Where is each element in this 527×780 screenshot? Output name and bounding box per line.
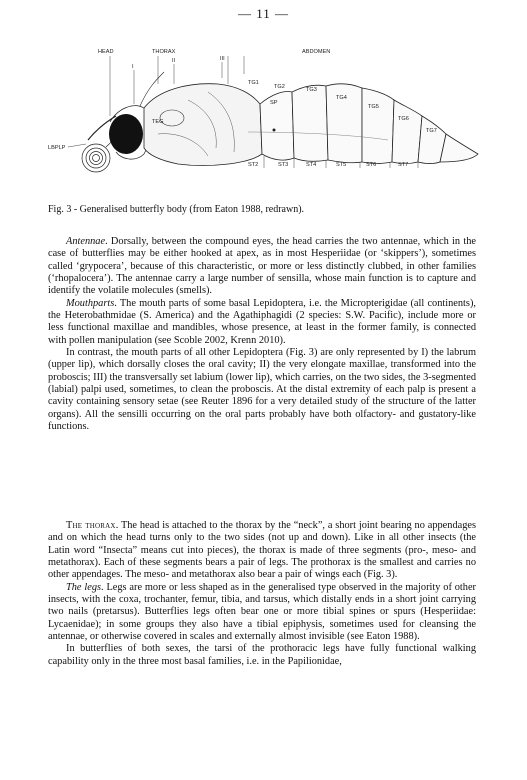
label-st7: ST7 [398, 162, 409, 168]
label-st6: ST6 [366, 162, 377, 168]
lead-mouthparts: Mouthparts [66, 297, 115, 309]
paragraph-legs [48, 582, 476, 644]
text-mouthparts: . The mouth parts of some basal Lepidoptera, i.e. the Micropterigidae (all continents), the Heterobathmidae (S. America) and the Agathiphagidi (2 species: S.W. Pacific), include more or less functional maxillae and mandibles, whose presence, at least in the former family, is connected with pollen manipulation (see Scoble 2002, Krenn 2010). [48, 297, 476, 346]
compound-eye [109, 114, 143, 154]
lead-antennae: Antennae [66, 236, 106, 247]
label-seg-iii: III [220, 56, 225, 62]
body-text-block-2 [48, 520, 476, 668]
label-seg-i: I [132, 64, 134, 70]
text-antennae: . Dorsally, between the compound eyes, the head carries the two antennae, which in the case of butterflies may be either hooked at apex, as in most Hesperiidae (or ‘skippers’), sometimes called ‘grypocera’, because of this characteristic, or more or less distinctly clubbed, in other families (‘rhopalocera’). The antennae carry a large number of sensilla, whose main function is to capture and identify the volatile molecules (smells). [48, 236, 476, 297]
text-thorax: . The head is attached to the thorax by the “neck”, a short joint bearing no appendages and on which the head turns only to the two sides (not up and down). Like in all other insects (the Latin word “Insecta” means cut into pieces), the thorax is made of three segments (pro-, meso- and metathorax). Each of these segments bears a pair of legs. The prothorax is the smallest and carries no other appendages. The meso- and metathorax also bear a pair of wings each (Fig. 3). [48, 520, 476, 581]
label-teg: TEG [152, 119, 164, 125]
label-abdomen: ABDOMEN [302, 49, 331, 55]
label-tg1: TG1 [248, 80, 259, 86]
paragraph-antennae [48, 236, 476, 298]
label-lbplp: LBPLP [48, 145, 66, 151]
label-st4: ST4 [306, 162, 317, 168]
paragraph-thorax [48, 520, 476, 582]
text-legs: . Legs are more or less shaped as in the generalised type observed in the majority of other insects, with the coxa, trochanter, femur, tibia, and tarsus, which distally ends in a short joint carrying two nails (pretarsus). Butterflies legs often bear one or more tibial spines or spurs (Hesperiidae: Lycaenidae); in some groups they also have a tibial epiphysis, sometimes used for cleansing the antennae, or otherwise covered in scales and externally almost invisible (see Eaton 1988). [48, 581, 476, 643]
label-st5: ST5 [336, 162, 347, 168]
paragraph-mouthparts [48, 298, 476, 347]
butterfly-body-diagram [48, 44, 488, 186]
label-tg7: TG7 [426, 128, 437, 134]
label-tg3: TG3 [306, 87, 317, 93]
label-head: HEAD [98, 49, 114, 55]
paragraph-mouthparts-contrast: In contrast, the mouth parts of all other Lepidoptera (Fig. 3) are only represented by I) the labrum (upper lip), which dorsally closes the oral cavity; II) the very elongate maxillae, transformed into the proboscis; III) the transversally set labium (lower lip), which carries, on the two sides, the 3-segmented (labial) palpi used, sometimes, to clean the proboscis. At the distal extremity of each palp is present a cavity containing sensory setae (see Reuter 1896 for a very detailed study of the structure of the latter organs). All the sensilli occurring on the oral parts probably have both olfactory- and gustatory-like functions. [48, 347, 476, 433]
label-tg4: TG4 [336, 95, 347, 101]
abdomen [260, 84, 478, 164]
lead-legs: The legs [66, 581, 102, 593]
paragraph-tarsi: In butterflies of both sexes, the tarsi of the prothoracic legs have fully functional walking capability only in the three most basal families, i.e. in the Papilionidae, [48, 643, 476, 667]
spiracle [273, 129, 276, 132]
label-seg-ii: II [172, 58, 176, 64]
body-text-block-1 [48, 236, 476, 434]
label-st3: ST3 [278, 162, 289, 168]
butterfly-body-figure [48, 44, 488, 186]
figure-caption: Fig. 3 - Generalised butterfly body (from Eaton 1988, redrawn). [48, 204, 305, 215]
label-thorax: THORAX [152, 49, 176, 55]
label-tg6: TG6 [398, 116, 409, 122]
label-tg2: TG2 [274, 84, 285, 90]
label-st2: ST2 [248, 162, 259, 168]
label-sp: SP [270, 100, 278, 106]
label-tg5: TG5 [368, 104, 379, 110]
page-number: — 11 — [237, 6, 290, 21]
lead-thorax: The thorax [66, 520, 116, 531]
